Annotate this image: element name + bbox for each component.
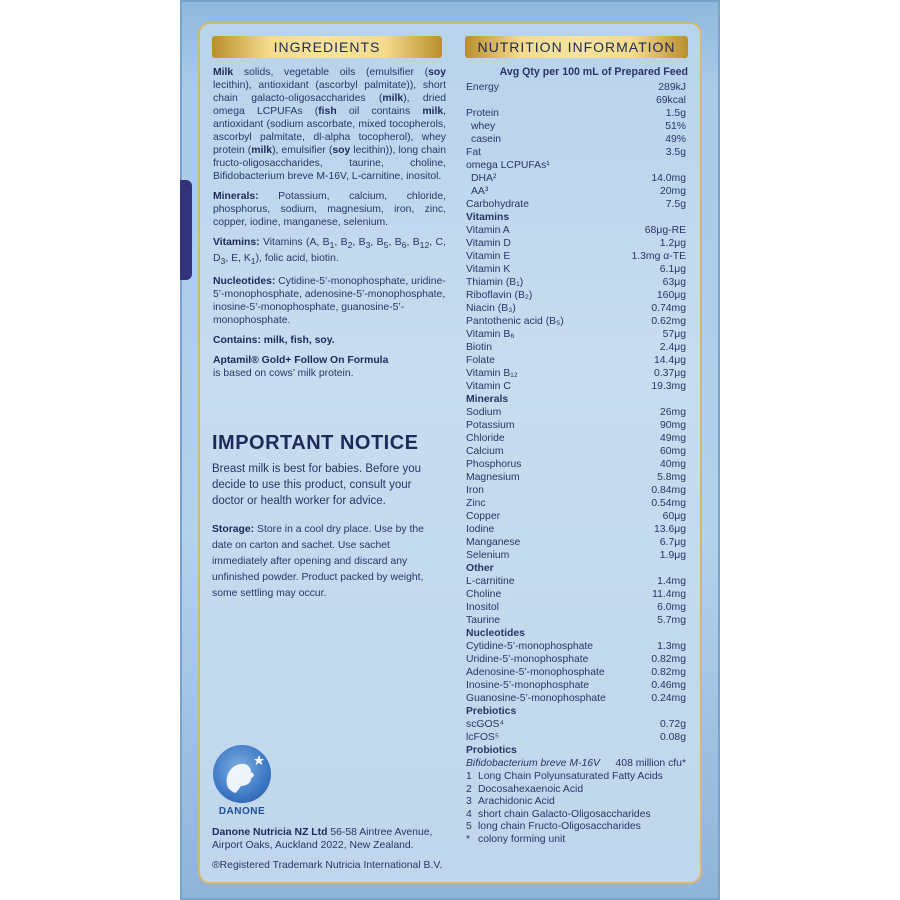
nutrition-row <box>466 679 688 692</box>
nutrient-value: 90mg <box>660 420 686 431</box>
nutrition-row <box>466 367 688 380</box>
nutrient-name: AA³ <box>471 186 489 197</box>
nutrient-value: 60μg <box>662 511 686 522</box>
nutrient-name: Folate <box>466 355 495 366</box>
nutrient-name: Minerals <box>466 394 509 405</box>
nutrient-value: 2.4μg <box>659 342 686 353</box>
nutrient-name: Bifidobacterium breve M-16V <box>466 758 600 769</box>
storage-label: Storage: <box>212 524 255 535</box>
nutrition-section-heading <box>466 744 688 757</box>
nutrition-row <box>466 146 688 159</box>
nutrient-name: Choline <box>466 589 502 600</box>
nutrient-value: 20mg <box>660 186 686 197</box>
nutrition-row <box>466 133 688 146</box>
nutrition-section-heading <box>466 393 688 406</box>
nutrient-value: 0.62mg <box>651 316 686 327</box>
nutrient-name: casein <box>471 134 502 145</box>
footnote-text: Arachidonic Acid <box>478 796 555 807</box>
nutrient-value: 0.74mg <box>651 303 686 314</box>
footnote-mark: 5 <box>466 821 472 832</box>
nutrient-name: Vitamin K <box>466 264 511 275</box>
nutrition-row <box>466 107 688 120</box>
nutrient-value: 0.72g <box>659 719 686 730</box>
danone-logo-icon <box>213 745 271 803</box>
footnote-mark: * <box>466 833 471 845</box>
nutrient-name: Manganese <box>466 537 521 548</box>
product-name: Aptamil® Gold+ Follow On Formula <box>213 355 389 367</box>
nutrition-rows <box>466 81 688 770</box>
nutrient-value: 11.4mg <box>652 589 686 600</box>
nutrient-value: 1.5g <box>665 108 686 119</box>
nutrient-value: 289kJ <box>658 82 686 93</box>
nutrient-value: 26mg <box>660 407 686 418</box>
nutrition-row <box>466 354 688 367</box>
nutrient-value: 3.5g <box>665 147 686 158</box>
footnote-text: colony forming unit <box>478 833 566 845</box>
footnote-text: long chain Fructo-Oligosaccharides <box>478 821 641 832</box>
footnote-text: Docosahexaenoic Acid <box>478 783 584 795</box>
nutrient-name: Chloride <box>466 433 505 444</box>
nutrient-value: 57μg <box>662 329 686 340</box>
nutrition-row <box>466 263 688 276</box>
storage-instructions <box>212 522 447 602</box>
nutrition-row <box>466 276 688 289</box>
nutrient-name: scGOS⁴ <box>466 719 504 730</box>
nutrient-name: Sodium <box>466 407 502 418</box>
nutrient-name: Pantothenic acid (B₅) <box>466 316 564 327</box>
nutrient-name: Other <box>466 563 494 574</box>
nutrient-value: 0.84mg <box>651 485 686 496</box>
nutrient-value: 0.54mg <box>651 498 686 509</box>
nutrition-row <box>466 692 688 705</box>
nutrition-row <box>466 757 688 770</box>
nutrition-row <box>466 198 688 211</box>
nutrition-row <box>466 575 688 588</box>
nutrient-value <box>686 562 688 575</box>
nutrient-name: Carbohydrate <box>466 199 529 210</box>
ingredients-banner: INGREDIENTS <box>212 36 442 58</box>
nutrition-row <box>466 588 688 601</box>
nutrition-row <box>466 640 688 653</box>
nutrition-section-heading <box>466 627 688 640</box>
nutrition-row <box>466 341 688 354</box>
nutrient-name: Vitamins <box>466 212 510 223</box>
important-notice-title: IMPORTANT NOTICE <box>212 432 419 454</box>
nutrient-value: 63μg <box>662 277 686 288</box>
company-address <box>212 826 452 852</box>
nutrient-name: Inosine-5’-monophosphate <box>466 680 590 691</box>
nutrient-value: 1.2μg <box>659 238 686 249</box>
nutrient-name: Nucleotides <box>466 628 525 639</box>
nutrient-name: Copper <box>466 511 501 522</box>
nutrition-row <box>466 653 688 666</box>
nutrient-name: Phosphorus <box>466 459 522 470</box>
ingredients-minerals: Minerals: Potassium, calcium, chloride, phosphorus, sodium, magnesium, iron, zinc, copper, iodine, manganese, selenium. <box>213 191 446 228</box>
nutrition-row <box>466 445 688 458</box>
nutrient-name: Riboflavin (B₂) <box>466 290 533 301</box>
nutrient-value: 13.6μg <box>654 524 686 535</box>
nutrition-row <box>466 406 688 419</box>
footnote-text: Long Chain Polyunsaturated Fatty Acids <box>478 771 663 782</box>
ingredients-main: Milk solids, vegetable oils (emulsifier (soy lecithin), antioxidant (ascorbyl palmitate)), short chain galacto-oligosaccharides (milk), dried omega LCPUFAs (fish oil contains milk, antioxidant (sodium ascorbate, mixed tocopherols, ascorbyl palmitate, dl-alpha tocopherol), whey protein (milk), emulsifier (soy lecithin)), long chain fructo-oligosaccharides, taurine, choline, Bifidobacterium breve M-16V, L-carnitine, inositol. <box>213 67 447 182</box>
nutrient-value: 69kcal <box>655 95 686 106</box>
nutrient-name: Vitamin B₆ <box>466 329 515 340</box>
nutrition-row <box>466 315 688 328</box>
nutrient-value: 6.0mg <box>657 602 686 613</box>
nutrient-name: Vitamin E <box>466 251 511 262</box>
nutrition-row <box>466 523 688 536</box>
ingredients-nucleotides: Nucleotides: Cytidine-5’-monophosphate, uridine-5’-monophosphate, adenosine-5’-monophosphate, inosine-5’-monophosphate, guanosine-5’-monophosphate. <box>213 276 446 327</box>
nutrient-value <box>686 211 688 224</box>
nutrient-value: 7.5g <box>665 199 686 210</box>
nutrition-table <box>466 66 688 846</box>
nutrient-value: 14.4μg <box>654 355 686 366</box>
nutrient-value: 408 million cfu* <box>615 758 686 769</box>
nutrition-row <box>466 510 688 523</box>
nutrition-row <box>466 614 688 627</box>
company-street: 56-58 Aintree Avenue, Airport Oaks, Auckland 2022, New Zealand. <box>212 827 433 851</box>
nutrient-name: DHA² <box>471 173 497 184</box>
nutrient-name: Calcium <box>466 446 504 457</box>
footnote-mark: 4 <box>466 808 472 820</box>
nutrient-value: 0.08g <box>659 732 686 743</box>
nutrient-value <box>686 159 688 172</box>
nutrient-name: Thiamin (B₁) <box>466 277 524 288</box>
nutrition-row <box>466 328 688 341</box>
nutrient-name: Uridine-5’-monophosphate <box>466 654 589 665</box>
nutrition-row <box>466 289 688 302</box>
nutrient-name: Vitamin C <box>466 381 511 392</box>
nutrient-name: Fat <box>466 147 482 158</box>
nutrition-row <box>466 497 688 510</box>
nutrient-value: 1.4mg <box>657 576 686 587</box>
nutrient-value: 14.0mg <box>651 173 686 184</box>
nutrient-value: 49mg <box>660 433 686 444</box>
nutrient-value: 5.8mg <box>657 472 686 483</box>
nutrient-name: Energy <box>466 82 499 93</box>
nutrient-name: Vitamin B₁₂ <box>466 368 518 379</box>
nutrition-row <box>466 224 688 237</box>
nutrition-row <box>466 432 688 445</box>
nutrient-name: Iron <box>466 485 484 496</box>
nutrition-row <box>466 185 688 198</box>
nutrient-name: Selenium <box>466 550 510 561</box>
nutrient-name: Iodine <box>466 524 495 535</box>
nutrient-name: Niacin (B₃) <box>466 303 516 314</box>
nutrient-value: 51% <box>665 121 686 132</box>
footnote-text: short chain Galacto-Oligosaccharides <box>478 808 651 820</box>
nutrition-row <box>466 471 688 484</box>
trademark-notice: ®Registered Trademark Nutricia International B.V. <box>212 860 443 871</box>
nutrition-row <box>466 601 688 614</box>
nutrient-name: Zinc <box>466 498 486 509</box>
nutrient-name: Guanosine-5’-monophosphate <box>466 693 606 704</box>
nutrient-name: Biotin <box>466 342 492 353</box>
nutrition-row <box>466 159 688 172</box>
nutrition-section-heading <box>466 562 688 575</box>
nutrition-banner: NUTRITION INFORMATION <box>465 36 688 58</box>
nutrition-row <box>466 484 688 497</box>
footnote <box>466 796 688 809</box>
nutrient-value: 0.46mg <box>651 680 686 691</box>
nutrient-value: 60mg <box>660 446 686 457</box>
nutrient-name: Prebiotics <box>466 706 517 717</box>
nutrient-name: omega LCPUFAs¹ <box>466 160 550 171</box>
allergen-statement: Contains: milk, fish, soy. <box>213 335 335 347</box>
nutrient-value: 1.3mg α-TE <box>631 251 686 262</box>
nutrition-row <box>466 419 688 432</box>
nutrient-name: L-carnitine <box>466 576 515 587</box>
nutrient-value: 6.1μg <box>659 264 686 275</box>
nutrition-row <box>466 237 688 250</box>
storage-text: Store in a cool dry place. Use by the date on carton and sachet. Use sachet immediately after opening and discard any unfinished powder. Product packed by weight, some settling may occur. <box>212 524 424 599</box>
product-statement <box>213 354 446 380</box>
nutrient-value <box>686 744 688 757</box>
nutrition-section-heading <box>466 211 688 224</box>
nutrient-value <box>686 393 688 406</box>
nutrition-header: Avg Qty per 100 mL of Prepared Feed <box>499 66 688 78</box>
nutrient-name: Potassium <box>466 420 515 431</box>
nutrition-row <box>466 666 688 679</box>
ingredients-vitamins: Vitamins: Vitamins (A, $B_1$, $B_2$, $B_3$, $B_5$, $B_6$, $B_{12}$, C, $D_3$, E, $K_1$), folic acid, biotin. <box>213 237 446 267</box>
nutrient-value: 5.7mg <box>657 615 686 626</box>
nutrient-value: 40mg <box>660 459 686 470</box>
nutrient-value: 19.3mg <box>651 381 686 392</box>
nutrition-row <box>466 731 688 744</box>
nutrient-value <box>686 705 688 718</box>
carton-side-tab <box>180 180 192 280</box>
nutrition-row <box>466 81 688 94</box>
footnote <box>466 821 688 834</box>
nutrient-name: Inositol <box>466 602 499 613</box>
nutrient-value: 0.24mg <box>651 693 686 704</box>
nutrient-name: Vitamin A <box>466 225 510 236</box>
nutrition-section-heading <box>466 705 688 718</box>
nutrient-value: 49% <box>665 134 686 145</box>
nutrition-row <box>466 94 688 107</box>
nutrition-footnotes <box>466 771 688 846</box>
danone-logo-text: DANONE <box>218 806 266 817</box>
ingredients-list <box>213 66 446 387</box>
footnote <box>466 771 688 784</box>
nutrition-row <box>466 120 688 133</box>
footnote <box>466 809 688 822</box>
nutrient-value: 160μg <box>656 290 686 301</box>
nutrient-value: 1.9μg <box>659 550 686 561</box>
nutrient-name: Vitamin D <box>466 238 511 249</box>
nutrient-name: Magnesium <box>466 472 520 483</box>
nutrient-value: 6.7μg <box>659 537 686 548</box>
nutrient-value: 68μg-RE <box>644 225 686 236</box>
product-note: is based on cows’ milk protein. <box>213 368 354 380</box>
nutrient-name: Protein <box>466 108 499 119</box>
nutrient-name: Adenosine-5’-monophosphate <box>466 667 605 678</box>
nutrition-row <box>466 172 688 185</box>
nutrition-row <box>466 380 688 393</box>
nutrition-row <box>466 718 688 731</box>
important-notice-text: Breast milk is best for babies. Before you decide to use this product, consult your doctor or health worker for advice. <box>212 463 422 507</box>
nutrient-value: 0.82mg <box>651 667 686 678</box>
footnote <box>466 834 688 847</box>
nutrient-name: lcFOS⁵ <box>466 732 500 743</box>
footnote-mark: 2 <box>466 783 472 795</box>
nutrient-name: Cytidine-5’-monophosphate <box>466 641 594 652</box>
nutrient-name: whey <box>471 121 496 132</box>
nutrient-value: 0.37μg <box>654 368 686 379</box>
footnote <box>466 784 688 797</box>
nutrition-row <box>466 536 688 549</box>
nutrient-name: Taurine <box>466 615 501 626</box>
nutrient-value: 0.82mg <box>651 654 686 665</box>
company-name: Danone Nutricia NZ Ltd <box>212 827 328 838</box>
footnote-mark: 1 <box>466 771 472 782</box>
nutrient-value <box>686 627 688 640</box>
nutrient-value: 1.3mg <box>657 641 686 652</box>
nutrition-row <box>466 458 688 471</box>
nutrition-row <box>466 549 688 562</box>
nutrition-row <box>466 250 688 263</box>
footnote-mark: 3 <box>466 796 472 807</box>
nutrition-row <box>466 302 688 315</box>
nutrient-name: Probiotics <box>466 745 517 756</box>
